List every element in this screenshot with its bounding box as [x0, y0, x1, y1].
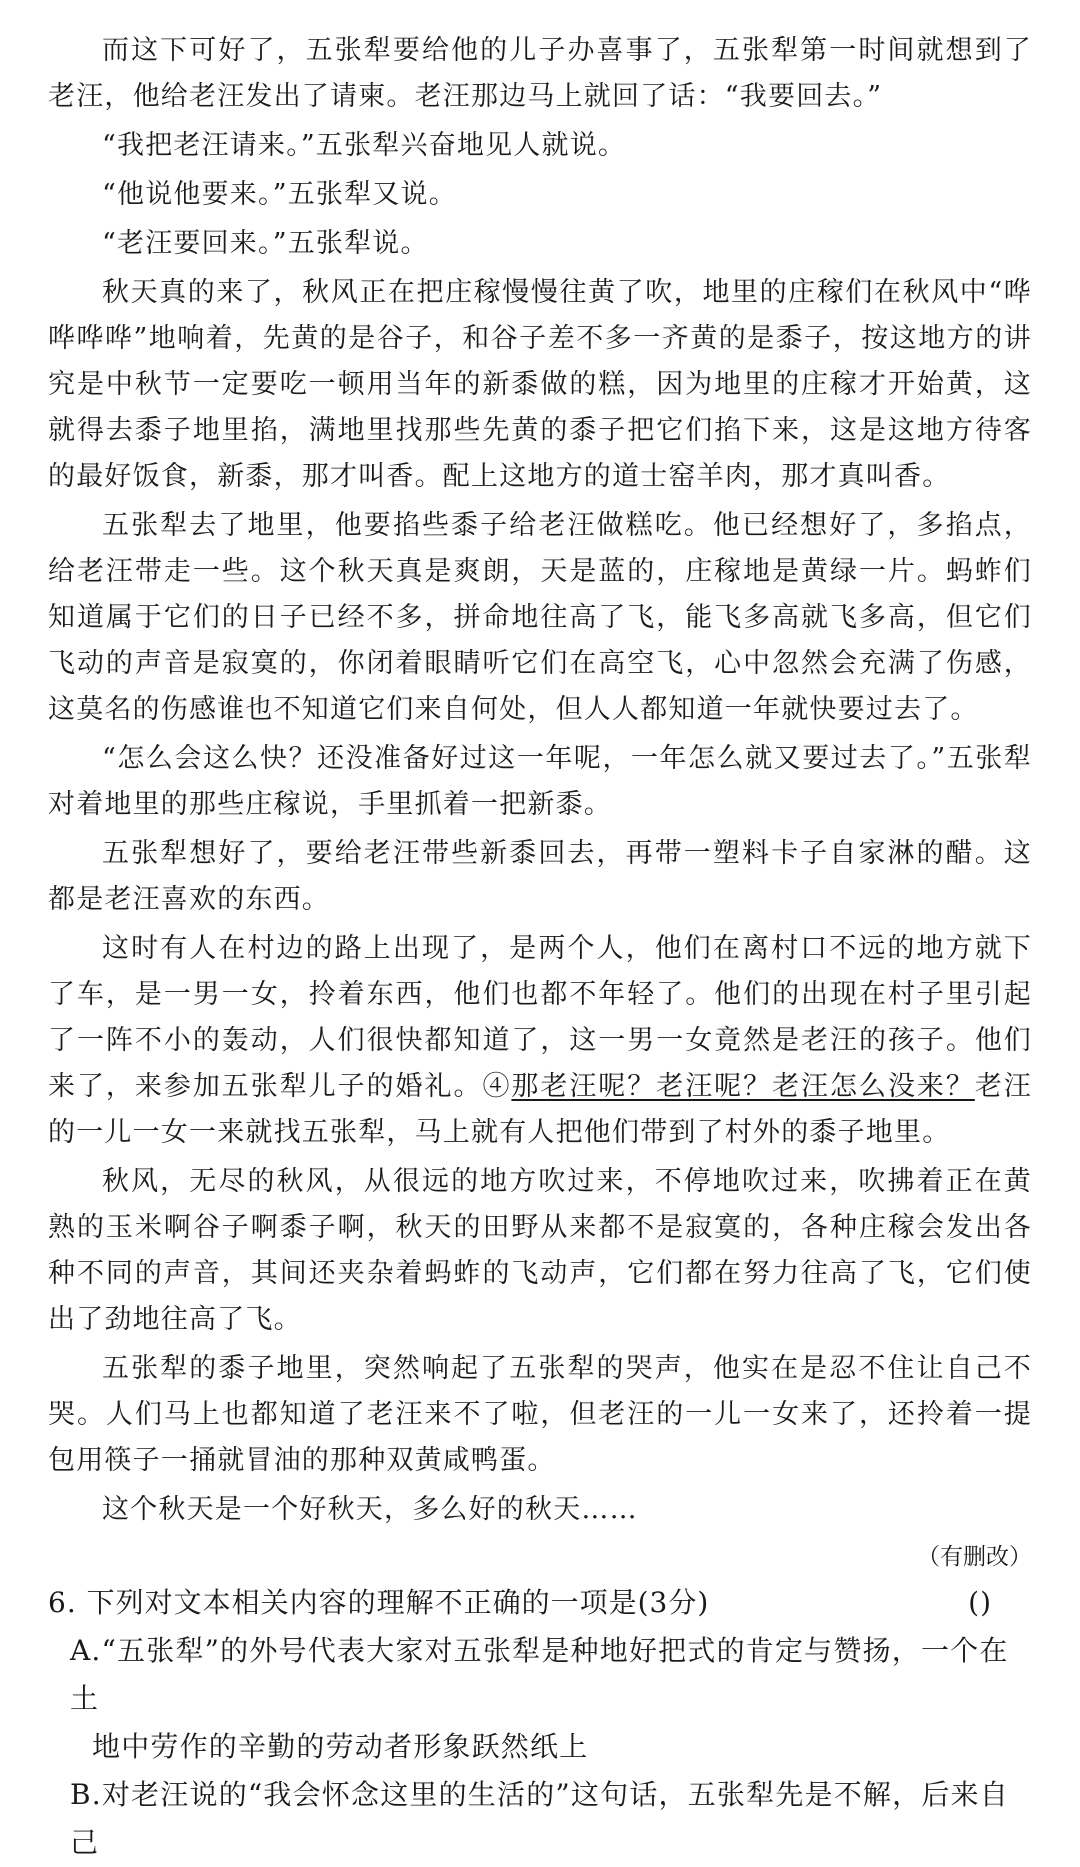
- option-letter: B.: [70, 1778, 102, 1811]
- paragraph-text: 这时有人在村边的路上出现了，是两个人，他们在离村口不远的地方就下了车，是一男一女，拎着东西，他们也都不年轻了。他们的出现在村子里引起了一阵不小的轰动，人们很快都知道了，这一男一女竟然是老汪的孩子。他们来了，来参加五张犁儿子的婚礼。④: [48, 933, 1032, 1102]
- option-text: “五张犁”的外号代表大家对五张犁是种地好把式的肯定与赞扬，一个在土: [70, 1634, 1009, 1715]
- story-paragraph: 五张犁的黍子地里，突然响起了五张犁的哭声，他实在是忍不住让自己不哭。人们马上也都知道了老汪来不了啦，但老汪的一儿一女来了，还拎着一提包用筷子一捅就冒油的那种双黄咸鸭蛋。: [48, 1353, 1032, 1476]
- underlined-sentence-4: 那老汪呢？老汪呢？老汪怎么没来？: [511, 1071, 975, 1102]
- story-paragraph: 秋风，无尽的秋风，从很远的地方吹过来，不停地吹过来，吹拂着正在黄熟的玉米啊谷子啊黍子啊，秋天的田野从来都不是寂寞的，各种庄稼会发出各种不同的声音，其间还夹杂着蚂蚱的飞动声，它们都在努力往高了飞，它们使出了劲地往高了飞。: [48, 1166, 1032, 1335]
- paragraph-text: 老汪的一儿一女一来就找五张犁，马上就有人把他们带到了村外的黍子地里。: [48, 1071, 1033, 1148]
- option-text-continued: 地中劳作的辛勤的劳动者形象跃然纸上: [92, 1730, 589, 1763]
- story-paragraph-with-underline: [48, 926, 1032, 1156]
- question-text: 6. 下列对文本相关内容的理解不正确的一项是(3分): [48, 1586, 710, 1619]
- option-letter: A.: [70, 1634, 102, 1667]
- source-note: （有删改）: [917, 1544, 1032, 1570]
- story-paragraph: 这个秋天是一个好秋天，多么好的秋天……: [102, 1494, 638, 1525]
- story-paragraph: “他说他要来。”五张犁又说。: [102, 179, 457, 210]
- option-a: [48, 1627, 1032, 1771]
- story-paragraph: 五张犁想好了，要给老汪带些新黍回去，再带一塑料卡子自家淋的醋。这都是老汪喜欢的东西。: [48, 838, 1032, 915]
- story-paragraph: 秋天真的来了，秋风正在把庄稼慢慢往黄了吹，地里的庄稼们在秋风中“哗哗哗哗”地响着，先黄的是谷子，和谷子差不多一齐黄的是黍子，按这地方的讲究是中秋节一定要吃一顿用当年的新黍做的糕，因为地里的庄稼才开始黄，这就得去黍子地里掐，满地里找那些先黄的黍子把它们掐下来，这是这地方待客的最好饭食，新黍，那才叫香。配上这地方的道士窑羊肉，那才真叫香。: [48, 277, 1032, 492]
- story-paragraph: 五张犁去了地里，他要掐些黍子给老汪做糕吃。他已经想好了，多掐点，给老汪带走一些。这个秋天真是爽朗，天是蓝的，庄稼地是黄绿一片。蚂蚱们知道属于它们的日子已经不多，拼命地往高了飞，能飞多高就飞多高，但它们飞动的声音是寂寞的，你闭着眼睛听它们在高空飞，心中忽然会充满了伤感，这莫名的伤感谁也不知道它们来自何处，但人人都知道一年就快要过去了。: [48, 510, 1032, 725]
- option-b: [48, 1771, 1032, 1867]
- story-paragraph: “我把老汪请来。”五张犁兴奋地见人就说。: [102, 130, 627, 161]
- option-text: 对老汪说的“我会怀念这里的生活的”这句话，五张犁先是不解，后来自己: [70, 1778, 1009, 1859]
- story-paragraph: 而这下可好了，五张犁要给他的儿子办喜事了，五张犁第一时间就想到了老汪，他给老汪发出了请柬。老汪那边马上就回了话：“我要回去。”: [48, 35, 1032, 112]
- story-paragraph: “怎么会这么快？还没准备好过这一年呢，一年怎么就又要过去了。”五张犁对着地里的那些庄稼说，手里抓着一把新黍。: [48, 743, 1032, 820]
- story-paragraph: “老汪要回来。”五张犁说。: [102, 228, 429, 259]
- answer-blank: (): [968, 1586, 992, 1619]
- question-6-stem: [48, 1579, 1032, 1627]
